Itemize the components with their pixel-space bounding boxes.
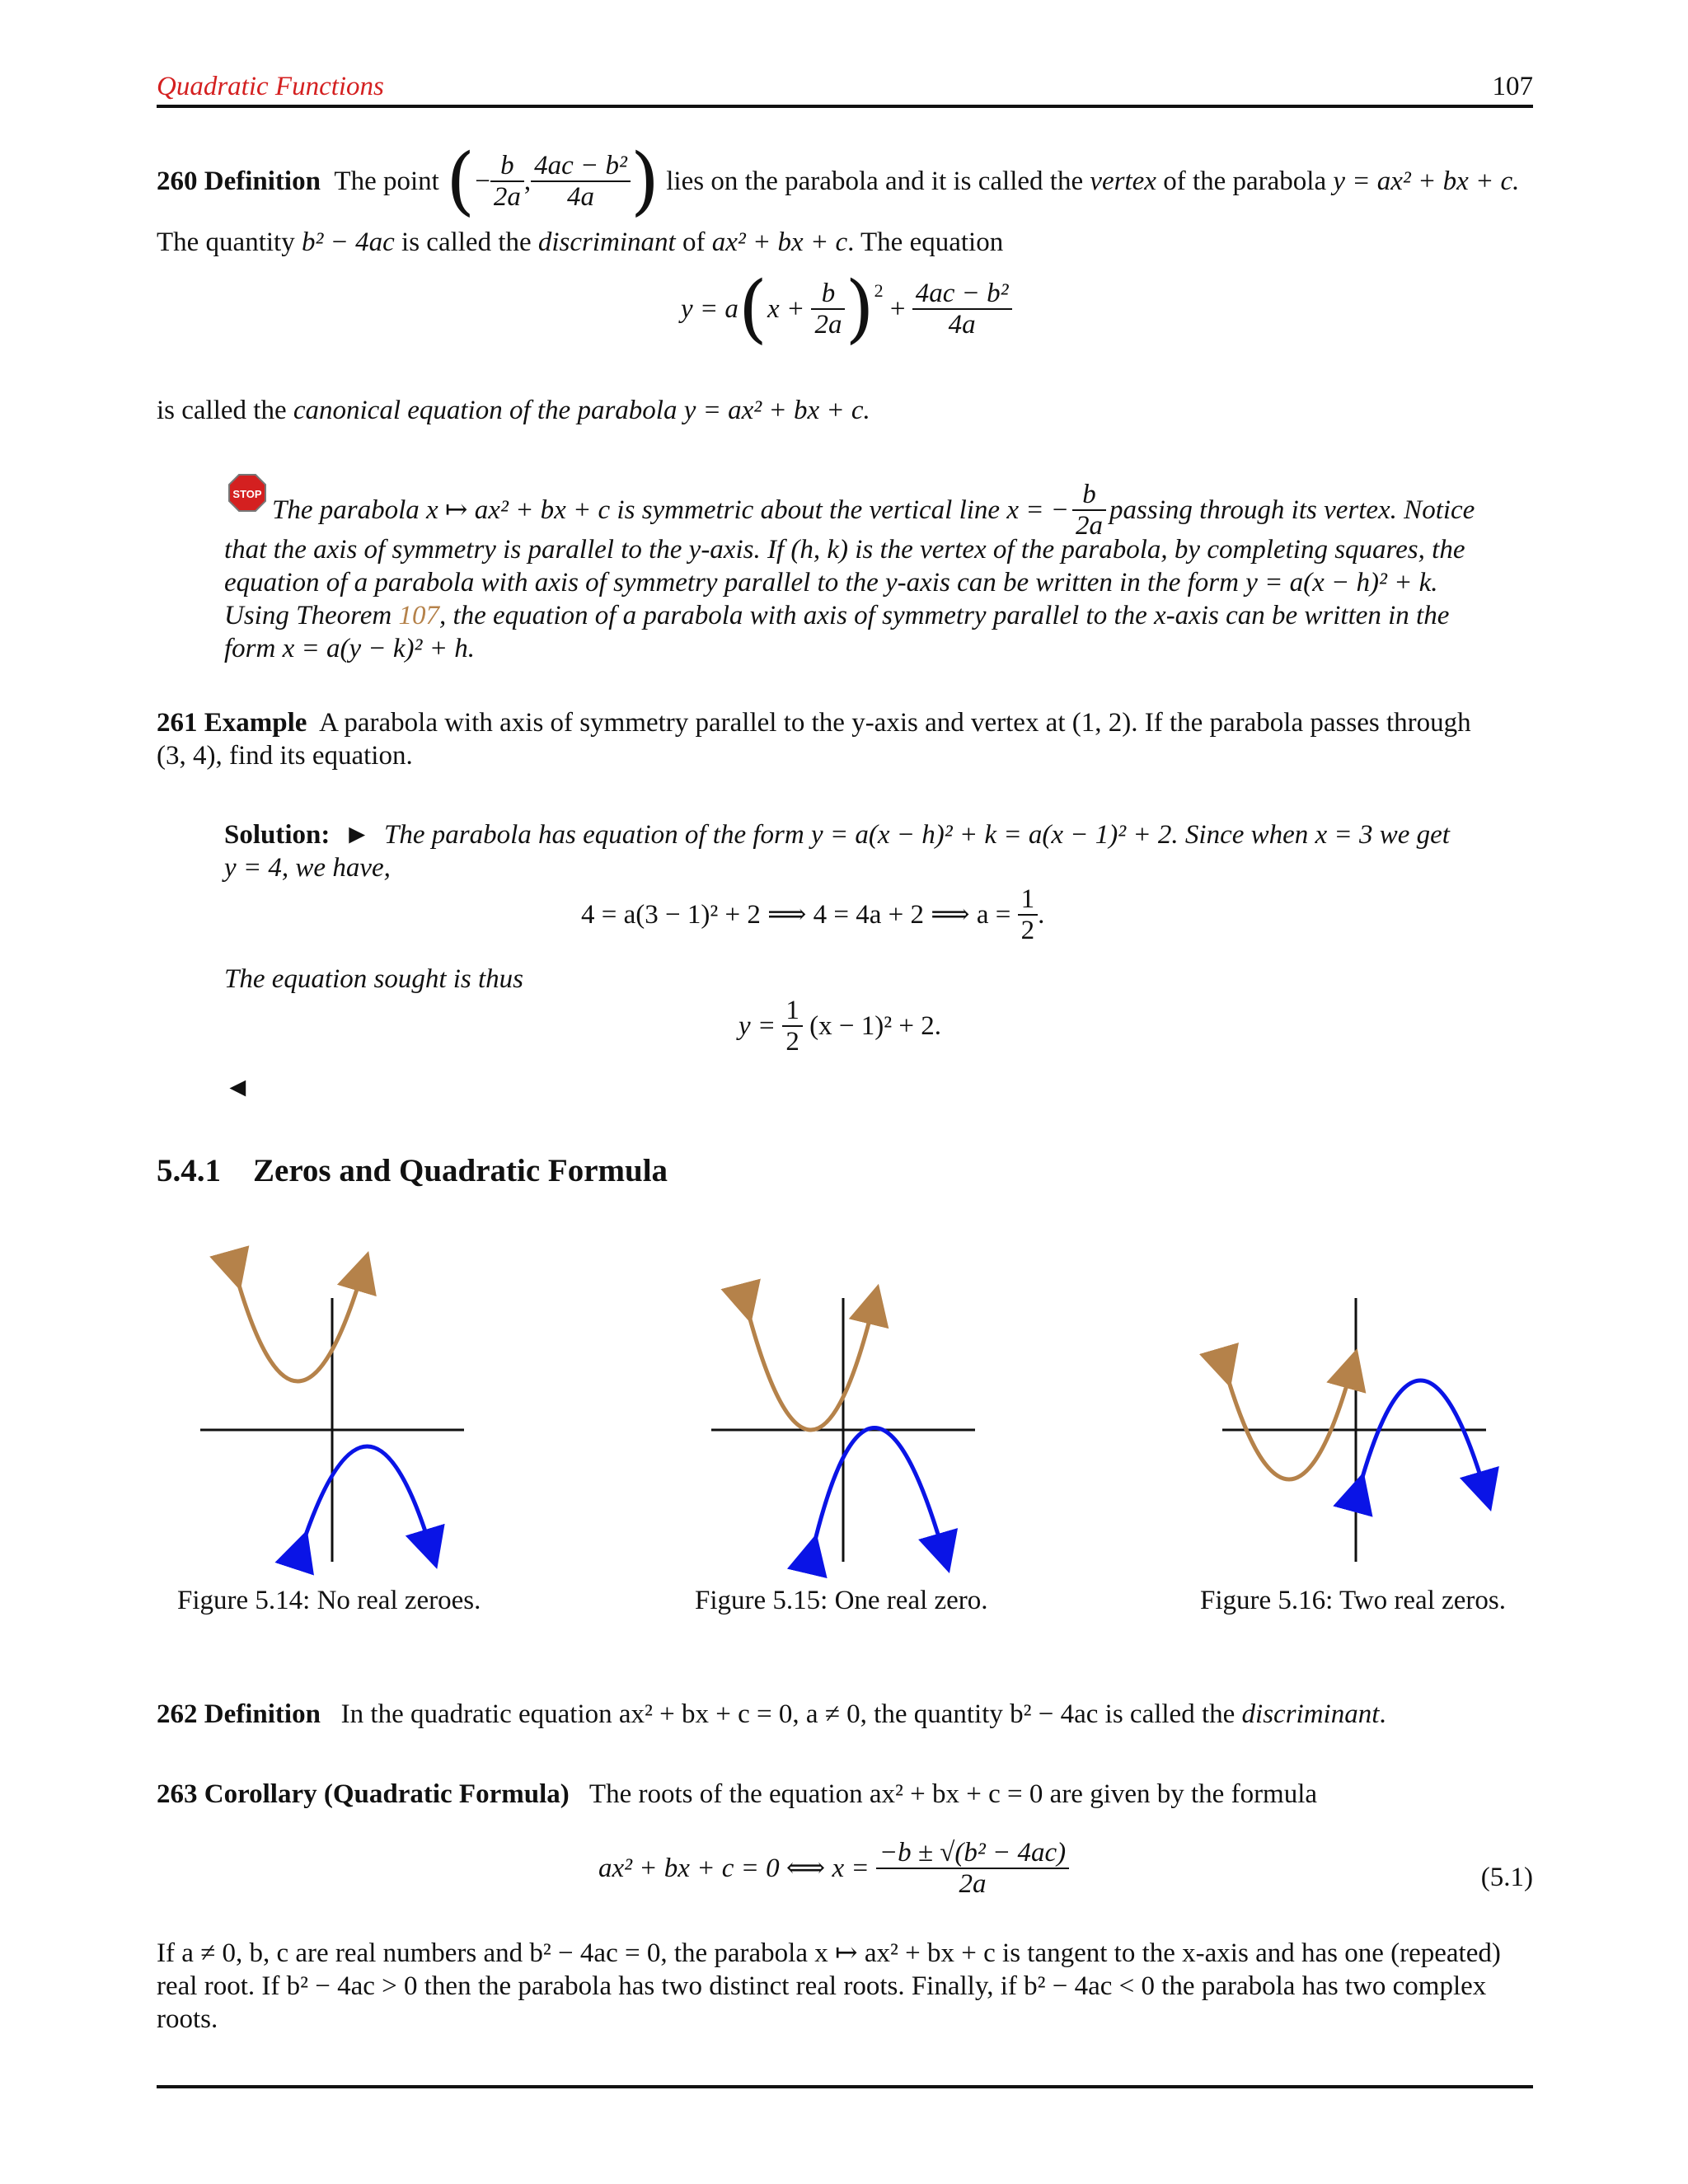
discriminant-expr: b² − 4ac [301,227,395,257]
solution-start-marker: ► [343,820,371,850]
example-261-line1: 261 Example A parabola with axis of symmetry parallel to the y-axis and vertex at (1, 2). If the parabola passes through [157,708,1471,738]
example-261-label: 261 Example [157,708,307,738]
quadratic-formula: ax² + bx + c = 0 ⟺ x = $\frac{\text{−b ± √(b² − 4ac)}}{2a}$ [598,1838,1069,1900]
def260-text2: lies on the parabola and it is called the [666,166,1084,196]
solution-equation-2: y = $\frac{1}{2}$ (x − 1)² + 2. [738,996,942,1057]
def260-text1: The point [334,166,439,196]
figure-5-14-caption: Figure 5.14: No real zeroes. [177,1586,481,1615]
closing-line3: roots. [157,2004,218,2034]
figure-5-16-caption: Figure 5.16: Two real zeros. [1200,1586,1506,1615]
theorem-107-link[interactable]: 107 [398,601,439,630]
solution-label: Solution: [224,820,331,850]
closing-line1: If a ≠ 0, b, c are real numbers and b² − 4ac = 0, the parabola x ↦ ax² + bx + c is tangent to the x-axis and has one (repeated) [157,1938,1501,1968]
stop-note-line5: form x = a(y − k)² + h. [224,634,475,663]
stop-note-line4: Using Theorem 107, the equation of a parabola with axis of symmetry parallel to the x-axis can be written in the [224,601,1450,630]
figure-5-14 [198,1261,470,1566]
def260-text3: of the parabola [1163,166,1327,196]
page-number: 107 [1492,72,1533,101]
header-rule [157,105,1533,108]
corollary-263-label: 263 Corollary (Quadratic Formula) [157,1779,570,1809]
solution-end-marker: ◄ [224,1073,251,1103]
stop-note-line1: The parabola x ↦ ax² + bx + c is symmetric about the vertical line x = − $\frac{b}{2a}$ passing through its vertex. Notice [272,480,1475,541]
downward-parabola [1358,1380,1485,1492]
def260-vertex-term: vertex [1090,166,1156,196]
definition-260-label: 260 Definition [157,166,321,196]
closing-line2: real root. If b² − 4ac > 0 then the parabola has two distinct real roots. Finally, if b² − 4ac < 0 the parabola has two complex [157,1971,1487,2001]
upward-parabola [1225,1368,1352,1479]
vertex-y-fraction: $\frac{\text{4ac − b²}}{4a}$ [531,151,631,213]
discriminant-term: discriminant [537,227,676,257]
upward-parabola [746,1304,874,1430]
equation-number: (5.1) [1480,1863,1533,1892]
solution-line1: Solution: ► The parabola has equation of the form y = a(x − h)² + k = a(x − 1)² + 2. Since when x = 3 we get [224,820,1450,850]
section-heading [157,1151,668,1191]
right-paren: ) [630,138,660,224]
stop-note-line2: that the axis of symmetry is parallel to the y-axis. If (h, k) is the vertex of the parabola, by completing squares, the [224,535,1465,565]
vertex-x-fraction: $\frac{b}{2a}$ [490,151,524,213]
figure-5-16 [1220,1294,1492,1566]
def260-equation: y = ax² + bx + c. [1333,166,1520,196]
definition-260-line1: 260 Definition The point ( − $\frac{b}{2a}$ , $\frac{\text{4ac − b²}}{4a}$ ) lies on the parabola and it is called the vertex of the parabola y = ax² + bx + c. [157,138,1520,224]
downward-parabola [301,1446,431,1549]
left-paren: ( [446,138,476,224]
running-header-title: Quadratic Functions [157,72,384,101]
stop-sign-icon [227,473,267,513]
canonical-term: canonical equation of the parabola y = ax² + bx + c. [293,396,870,425]
definition-260-line2: The quantity b² − 4ac is called the discriminant of ax² + bx + c. The equation [157,227,1004,257]
figure-5-15-caption: Figure 5.15: One real zero. [695,1586,988,1615]
corollary-263: 263 Corollary (Quadratic Formula) The roots of the equation ax² + bx + c = 0 are given by the formula [157,1779,1318,1809]
definition-262: 262 Definition In the quadratic equation ax² + bx + c = 0, a ≠ 0, the quantity b² − 4ac is called the discriminant. [157,1699,1386,1729]
definition-260-line3: is called the canonical equation of the parabola y = ax² + bx + c. [157,396,870,425]
section-title: Zeros and Quadratic Formula [253,1153,668,1188]
equation-sought-text: The equation sought is thus [224,964,524,994]
solution-equation-1: 4 = a(3 − 1)² + 2 ⟹ 4 = 4a + 2 ⟹ a = $\frac{1}{2}$ . [581,884,1045,946]
example-261-line2: (3, 4), find its equation. [157,741,413,771]
section-number: 5.4.1 [157,1153,221,1188]
canonical-equation: y = a ( x + $\frac{b}{2a}$ ) 2 + $\frac{\text{4ac − b²}}{4a}$ [681,272,1012,346]
solution-line2: y = 4, we have, [224,853,391,883]
stop-sign-text: STOP [232,488,262,500]
footer-rule [157,2085,1533,2088]
figure-5-15 [709,1294,981,1566]
stop-note-line3: equation of a parabola with axis of symmetry parallel to the y-axis can be written in the form y = a(x − h)² + k. [224,568,1438,598]
definition-262-label: 262 Definition [157,1699,321,1729]
downward-parabola [812,1428,944,1554]
upward-parabola [235,1271,363,1381]
